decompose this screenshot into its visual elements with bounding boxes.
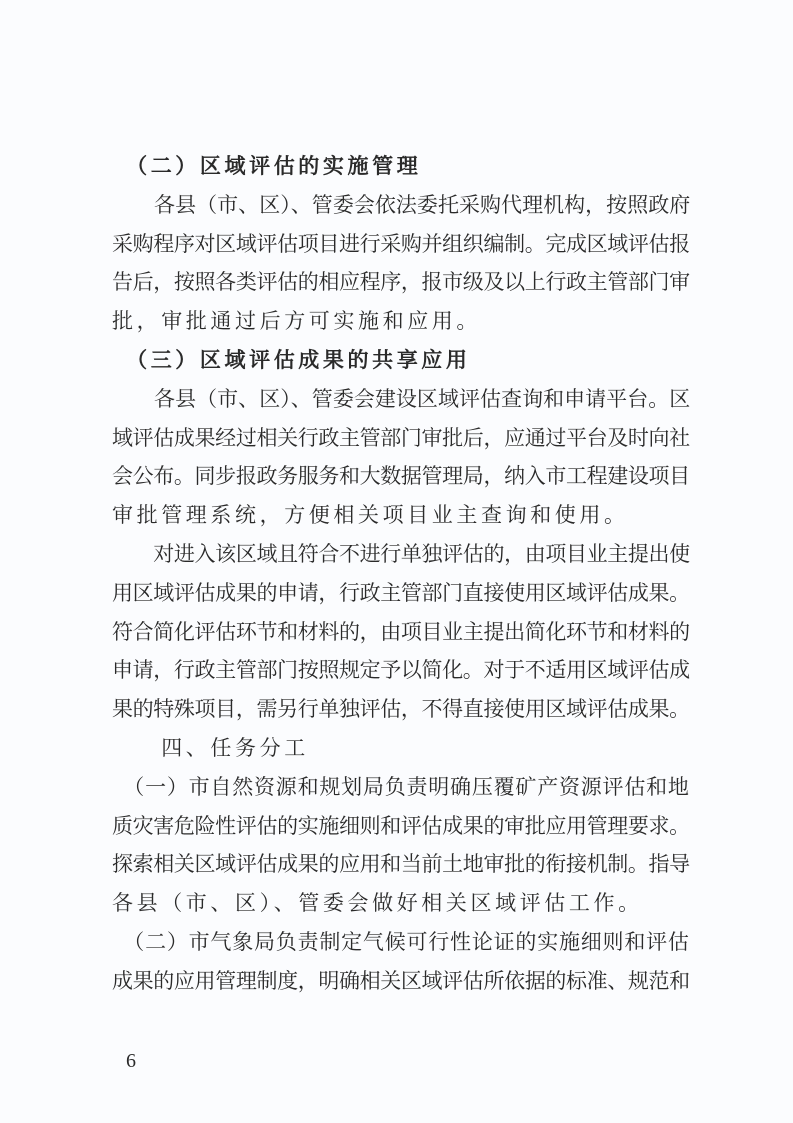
text-line: 用区域评估成果的申请，行政主管部门直接使用区域评估成果。 [112,580,690,605]
text-line: 告后，按照各类评估的相应程序，报市级及以上行政主管部门审 [112,270,690,295]
text-line: 成果的应用管理制度，明确相关区域评估所依据的标准、规范和 [112,968,690,993]
body-text [112,147,692,1001]
text-line: 批，审批通过后方可实施和应用。 [112,309,481,334]
text-line: 对进入该区域且符合不进行单独评估的，由项目业主提出使 [112,541,690,566]
page-number: 6 [126,1050,136,1072]
text-line: 会公布。同步报政务服务和大数据管理局，纳入市工程建设项目 [112,464,690,489]
text-line: 探索相关区域评估成果的应用和当前土地审批的衔接机制。指导 [112,852,690,877]
section-heading: （三）区域评估成果的共享应用 [112,346,471,372]
text-line: 四、任务分工 [112,735,309,760]
text-line: （二）市气象局负责制定气候可行性论证的实施细则和评估 [112,929,690,954]
text-line: 各县（市、区）、管委会做好相关区域评估工作。 [112,891,643,916]
text-line: 申请，行政主管部门按照规定予以简化。对于不适用区域评估成 [112,658,690,683]
text-line: 采购程序对区域评估项目进行采购并组织编制。完成区域评估报 [112,231,690,256]
text-line: 域评估成果经过相关行政主管部门审批后，应通过平台及时向社 [112,425,690,450]
text-line: 质灾害危险性评估的实施细则和评估成果的审批应用管理要求。 [112,813,690,838]
text-line: 各县（市、区）、管委会依法委托采购代理机构，按照政府 [112,192,691,217]
text-line: 各县（市、区）、管委会建设区域评估查询和申请平台。区 [112,386,691,411]
text-line: 符合简化评估环节和材料的，由项目业主提出简化环节和材料的 [112,619,690,644]
text-line: 果的特殊项目，需另行单独评估，不得直接使用区域评估成果。 [112,697,690,722]
section-heading: （二）区域评估的实施管理 [112,153,422,178]
text-line: （一）市自然资源和规划局负责明确压覆矿产资源评估和地 [112,774,690,799]
text-line: 审批管理系统，方便相关项目业主查询和使用。 [112,503,629,528]
